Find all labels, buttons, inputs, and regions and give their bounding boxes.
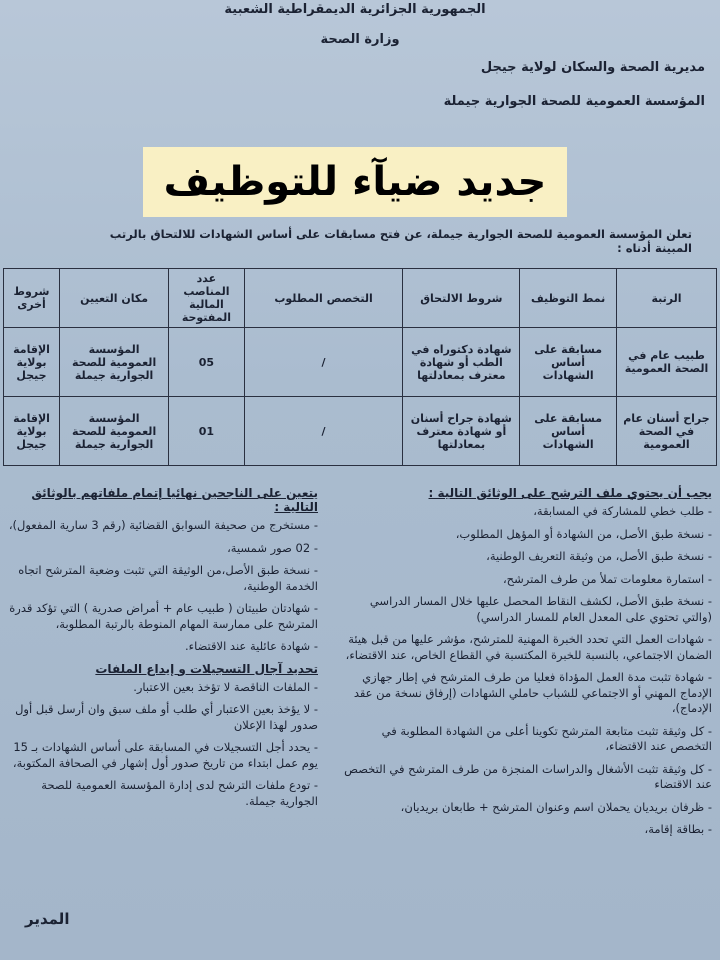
header-other-conditions: شروط أخرى — [4, 269, 60, 328]
list-item: - 02 صور شمسية، — [227, 540, 318, 555]
list-item: - شهادات العمل التي تحدد الخبرة المهنية للمترشح، مؤشر عليها من قبل هيئة الضمان الاجتماعي، بالنسبة للخبرة المكتسبة في القطاع الخاص، عند الاقتضاء، — [345, 632, 712, 662]
cell-rank: جراح أسنان عام في الصحة العمومية — [616, 397, 716, 466]
recruitment-banner: جديد ضيآء للتوظيف — [143, 147, 567, 217]
table-row — [4, 397, 717, 466]
list-item: - شهادة عائلية عند الاقتضاء. — [185, 639, 318, 654]
cell-location: المؤسسة العمومية للصحة الجوارية جيملة — [60, 328, 169, 397]
deadlines-title: تحديد آجال التسجيلات و إيداع الملفات — [95, 661, 318, 676]
directorate-header: مديرية الصحة والسكان لولاية جيجل — [480, 60, 705, 75]
director-signature: المدير — [25, 910, 70, 928]
header-positions-count: عدد المناصب المالية المفتوحة — [169, 269, 245, 328]
cell-specialty: / — [244, 397, 403, 466]
cell-rank: طبيب عام في الصحة العمومية — [616, 328, 716, 397]
list-item: - مستخرج من صحيفة السوابق القضائية (رقم 3 سارية المفعول)، — [8, 518, 318, 532]
list-item: - شهادة تثبت مدة العمل المؤداة فعليا من طرف المترشح في إطار جهازي الإدماج المهني أو الاجتماعي للشباب حاملي الشهادات (إرفاق نسخة من عقد الإدماج)، — [353, 670, 712, 716]
list-item: - طلب خطي للمشاركة في المسابقة، — [533, 504, 712, 518]
list-item: - يحدد أجل التسجيلات في المسابقة على أساس الشهادات بـ 15 يوم عمل ابتداء من تاريخ صدور أول إشهار في الصحافة المكتوبة، — [12, 740, 318, 770]
cell-other-conditions: الإقامة بولاية جيجل — [4, 328, 60, 397]
cell-recruitment-mode: مسابقة على أساس الشهادات — [520, 397, 617, 466]
cell-recruitment-mode: مسابقة على أساس الشهادات — [520, 328, 617, 397]
header-specialty: التخصص المطلوب — [244, 269, 403, 328]
republic-header: الجمهورية الجزائرية الديمقراطية الشعبية — [224, 2, 486, 17]
announcement-intro: تعلن المؤسسة العمومية للصحة الجوارية جيملة، عن فتح مسابقات على أساس الشهادات للالتحاق بالرتب المبينة أدناه : — [109, 227, 692, 255]
list-item: - شهادتان طبيتان ( طبيب عام + أمراض صدرية ) التي تؤكد قدرة المترشح على ممارسة المهام المنوطة بالرتبة المطلوبة، — [9, 601, 318, 631]
required-documents-title: يجب أن يحتوي ملف الترشح على الوثائق التالية : — [428, 486, 712, 500]
list-item: - تودع ملفات الترشح لدى إدارة المؤسسة العمومية للصحة الجوارية جيملة. — [41, 778, 318, 808]
header-recruitment-mode: نمط التوظيف — [520, 269, 617, 328]
cell-specialty: / — [244, 328, 403, 397]
positions-table — [3, 268, 717, 466]
required-documents-section — [342, 480, 712, 845]
cell-conditions: شهادة دكتوراه في الطب أو شهادة معترف بمعادلتها — [403, 328, 520, 397]
list-item: - نسخة طبق الأصل، من وثيقة التعريف الوطنية، — [486, 549, 712, 564]
table-header-row — [4, 269, 717, 328]
list-item: - ظرفان بريديان يحملان اسم وعنوان المترشح + طابعان بريديان، — [400, 799, 712, 814]
cell-positions-count: 05 — [169, 328, 245, 397]
institution-header: المؤسسة العمومية للصحة الجوارية جيملة — [443, 94, 705, 109]
ministry-header: وزارة الصحة — [320, 32, 400, 47]
list-item: - الملفات الناقصة لا تؤخذ بعين الاعتبار. — [133, 679, 318, 694]
list-item: - نسخة طبق الأصل، لكشف النقاط المحصل عليها خلال المسار الدراسي (والتي تحتوي على المعدل العام للمسار الدراسي) — [369, 594, 712, 624]
table-row — [4, 328, 717, 397]
cell-location: المؤسسة العمومية للصحة الجوارية جيملة — [60, 397, 169, 466]
header-location: مكان التعيين — [60, 269, 169, 328]
cell-other-conditions: الإقامة بولاية جيجل — [4, 397, 60, 466]
cell-conditions: شهادة جراح أسنان أو شهادة معترف بمعادلتها — [403, 397, 520, 466]
list-item: - كل وثيقة تثبت متابعة المترشح تكوينا أعلى من الشهادة المطلوبة في التخصص عند الاقتضاء، — [381, 723, 712, 754]
list-item: - لا يؤخذ بعين الاعتبار أي طلب أو ملف سبق وان أرسل قبل أول صدور لهذا الإعلان — [15, 702, 318, 732]
list-item: - نسخة طبق الأصل،من الوثيقة التي تثبت وضعية المترشح اتجاه الخدمة الوطنية، — [18, 563, 318, 593]
list-item: - نسخة طبق الأصل، من الشهادة أو المؤهل المطلوب، — [455, 526, 712, 541]
header-rank: الرتبة — [616, 269, 716, 328]
list-item: - استمارة معلومات تملأ من طرف المترشح، — [502, 571, 712, 586]
header-conditions: شروط الالتحاق — [403, 269, 520, 328]
cell-positions-count: 01 — [169, 397, 245, 466]
successful-candidates-section — [6, 480, 318, 816]
final-documents-title: يتعين على الناجحين نهائيا إتمام ملفاتهم بالوثائق التالية : — [31, 486, 318, 514]
list-item: - كل وثيقة تثبت الأشغال والدراسات المنجزة من طرف المترشح في التخصص عند الاقتضاء — [344, 761, 712, 792]
list-item: - بطاقة إقامة، — [644, 822, 712, 837]
